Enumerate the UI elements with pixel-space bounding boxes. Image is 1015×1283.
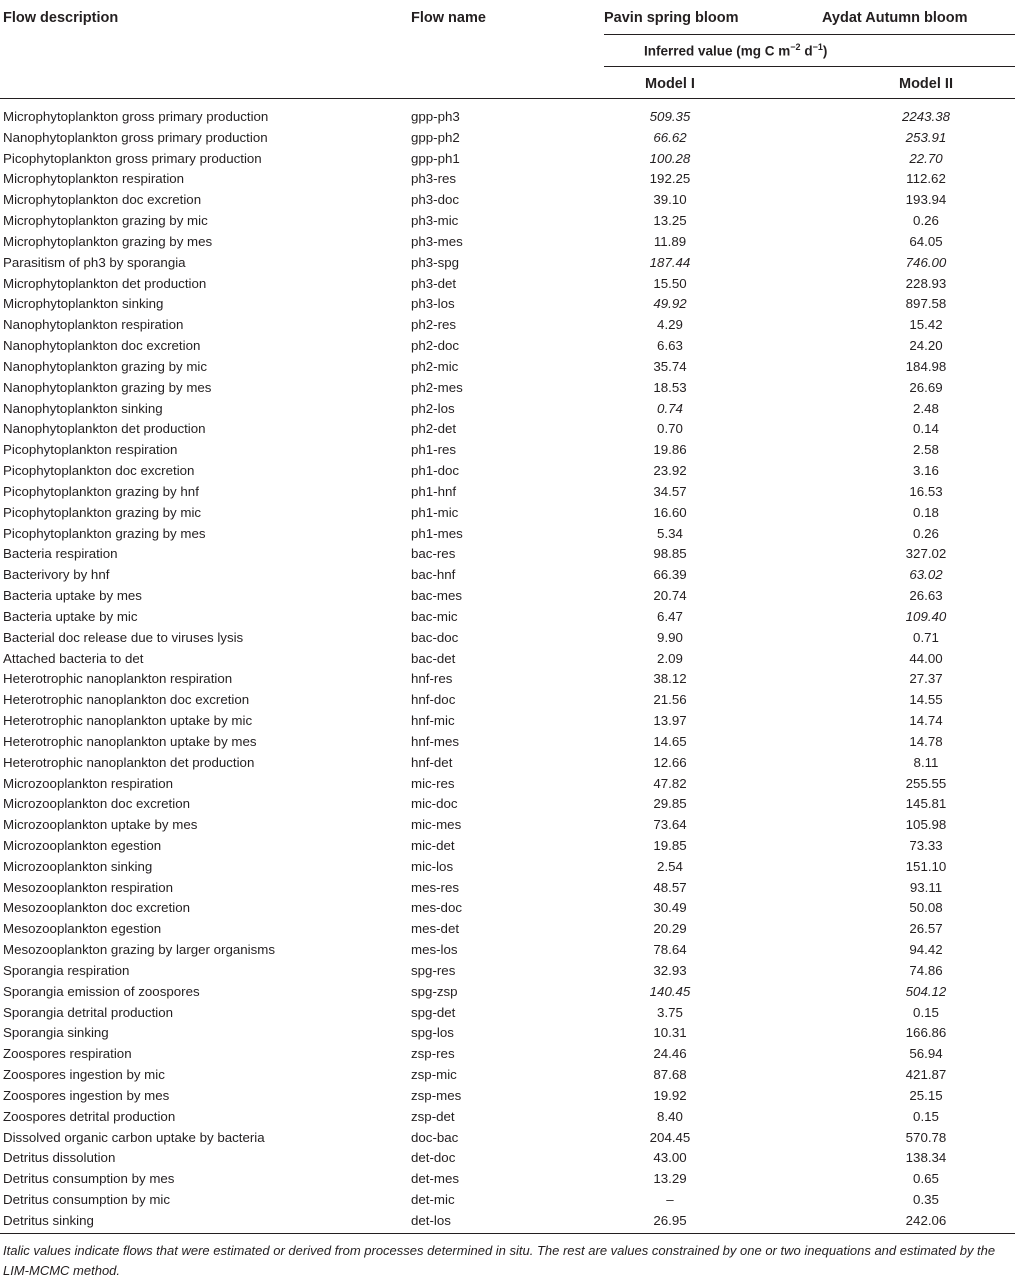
flow-description-cell: Bacteria uptake by mic xyxy=(3,608,138,624)
model-2-value-cell: 109.40 xyxy=(905,608,947,624)
flow-description-cell: Mesozooplankton grazing by larger organisms xyxy=(3,942,275,958)
header-flow-name: Flow name xyxy=(411,10,486,26)
flow-name-cell: ph3-mic xyxy=(411,213,459,229)
header-pavin-spring-bloom: Pavin spring bloom xyxy=(604,10,739,26)
flow-name-cell: mic-det xyxy=(411,837,455,853)
flow-name-cell: zsp-res xyxy=(411,1046,455,1062)
flow-description-cell: Bacterial doc release due to viruses lysis xyxy=(3,629,244,645)
model-2-value-cell: 570.78 xyxy=(905,1129,947,1145)
model-1-value-cell: 13.97 xyxy=(653,713,687,729)
flow-name-cell: spg-res xyxy=(411,962,456,978)
flow-name-cell: hnf-res xyxy=(411,671,453,687)
flow-name-cell: ph2-mes xyxy=(411,379,463,395)
table-row xyxy=(0,1169,1015,1190)
model-1-value-cell: 32.93 xyxy=(653,962,687,978)
model-2-value-cell: 0.71 xyxy=(913,629,939,645)
flow-name-cell: bac-doc xyxy=(411,629,459,645)
table-row xyxy=(0,211,1015,232)
model-1-value-cell: 14.65 xyxy=(653,733,687,749)
flow-description-cell: Parasitism of ph3 by sporangia xyxy=(3,254,186,270)
flow-name-cell: ph2-los xyxy=(411,400,455,416)
flow-description-cell: Nanophytoplankton grazing by mic xyxy=(3,358,208,374)
model-2-value-cell: 3.16 xyxy=(913,463,939,479)
table-row xyxy=(0,961,1015,982)
model-1-value-cell: 13.29 xyxy=(653,1171,687,1187)
flow-description-cell: Microzooplankton doc excretion xyxy=(3,796,190,812)
flow-description-cell: Nanophytoplankton det production xyxy=(3,421,206,437)
model-2-value-cell: 0.14 xyxy=(913,421,939,437)
header-inferred-value: Inferred value (mg C $m^{-2}$ $d^{-1}$) xyxy=(644,42,828,59)
table-row xyxy=(0,690,1015,711)
model-2-value-cell: 0.18 xyxy=(913,504,939,520)
flow-description-cell: Microphytoplankton respiration xyxy=(3,171,185,187)
model-2-value-cell: 184.98 xyxy=(905,358,947,374)
table-row xyxy=(0,378,1015,399)
model-1-value-cell: 38.12 xyxy=(653,671,687,687)
table-row xyxy=(0,794,1015,815)
table-row xyxy=(0,1065,1015,1086)
model-2-value-cell: 26.69 xyxy=(909,379,943,395)
model-2-value-cell: 327.02 xyxy=(905,546,947,562)
model-1-value-cell: 34.57 xyxy=(653,483,687,499)
flow-name-cell: mic-res xyxy=(411,775,455,791)
flow-name-cell: spg-zsp xyxy=(411,983,458,999)
flow-description-cell: Attached bacteria to det xyxy=(3,650,144,666)
flow-description-cell: Microzooplankton egestion xyxy=(3,837,162,853)
table-bottom-rule xyxy=(0,1233,1015,1234)
model-2-value-cell: 26.63 xyxy=(909,588,943,604)
flow-name-cell: ph1-mes xyxy=(411,525,463,541)
model-1-value-cell: 0.74 xyxy=(657,400,683,416)
flow-description-cell: Microphytoplankton grazing by mic xyxy=(3,213,208,229)
flow-name-cell: mic-mes xyxy=(411,817,462,833)
flow-description-cell: Detritus consumption by mic xyxy=(3,1192,171,1208)
table-row xyxy=(0,294,1015,315)
table-row xyxy=(0,857,1015,878)
flow-description-cell: Nanophytoplankton gross primary production xyxy=(3,129,268,145)
flow-name-cell: mes-res xyxy=(411,879,460,895)
flow-description-cell: Sporangia sinking xyxy=(3,1025,109,1041)
model-2-value-cell: 145.81 xyxy=(905,796,947,812)
flow-description-cell: Nanophytoplankton sinking xyxy=(3,400,163,416)
model-2-value-cell: 0.65 xyxy=(913,1171,939,1187)
model-2-value-cell: 0.15 xyxy=(913,1108,939,1124)
model-1-value-cell: 100.28 xyxy=(649,150,691,166)
flow-name-cell: zsp-mic xyxy=(411,1067,457,1083)
table-row xyxy=(0,128,1015,149)
table-row xyxy=(0,836,1015,857)
model-2-value-cell: 50.08 xyxy=(909,900,943,916)
flow-name-cell: ph2-det xyxy=(411,421,457,437)
table-row xyxy=(0,753,1015,774)
table-row xyxy=(0,232,1015,253)
model-2-value-cell: 63.02 xyxy=(909,567,943,583)
flow-name-cell: ph3-res xyxy=(411,171,457,187)
model-2-value-cell: 74.86 xyxy=(909,962,943,978)
table-row xyxy=(0,1148,1015,1169)
model-2-value-cell: 93.11 xyxy=(909,879,943,895)
flow-description-cell: Detritus consumption by mes xyxy=(3,1171,175,1187)
flow-description-cell: Sporangia emission of zoospores xyxy=(3,983,200,999)
flow-name-cell: det-los xyxy=(411,1212,451,1228)
flow-description-cell: Microzooplankton sinking xyxy=(3,858,153,874)
flow-name-cell: bac-res xyxy=(411,546,456,562)
header-flow-description: Flow description xyxy=(3,10,119,26)
flow-description-cell: Zoospores detrital production xyxy=(3,1108,176,1124)
flow-description-cell: Dissolved organic carbon uptake by bacteria xyxy=(3,1129,265,1145)
model-1-value-cell: – xyxy=(666,1192,674,1208)
table-row xyxy=(0,253,1015,274)
model-1-value-cell: 15.50 xyxy=(653,275,687,291)
flow-description-cell: Bacteria respiration xyxy=(3,546,118,562)
table-row xyxy=(0,357,1015,378)
model-1-value-cell: 4.29 xyxy=(657,317,683,333)
flow-name-cell: det-doc xyxy=(411,1150,456,1166)
model-1-value-cell: 19.86 xyxy=(653,442,687,458)
flow-name-cell: ph3-det xyxy=(411,275,457,291)
table-row xyxy=(0,586,1015,607)
model-1-value-cell: 66.39 xyxy=(653,567,687,583)
model-2-value-cell: 105.98 xyxy=(905,817,947,833)
model-1-value-cell: 0.70 xyxy=(657,421,683,437)
flow-description-cell: Zoospores ingestion by mic xyxy=(3,1067,165,1083)
flow-description-cell: Microphytoplankton det production xyxy=(3,275,207,291)
flow-description-cell: Zoospores ingestion by mes xyxy=(3,1087,170,1103)
table-row xyxy=(0,399,1015,420)
model-1-value-cell: 23.92 xyxy=(653,463,687,479)
model-2-value-cell: 25.15 xyxy=(909,1087,943,1103)
flow-description-cell: Picophytoplankton grazing by mic xyxy=(3,504,202,520)
flow-description-cell: Microphytoplankton gross primary production xyxy=(3,109,269,124)
model-1-value-cell: 35.74 xyxy=(653,358,687,374)
flow-description-cell: Picophytoplankton respiration xyxy=(3,442,178,458)
model-1-value-cell: 39.10 xyxy=(653,192,687,208)
table-row xyxy=(0,898,1015,919)
model-1-value-cell: 8.40 xyxy=(657,1108,683,1124)
model-1-value-cell: 6.47 xyxy=(657,608,683,624)
table-row xyxy=(0,565,1015,586)
model-2-value-cell: 27.37 xyxy=(909,671,943,687)
flow-name-cell: ph3-los xyxy=(411,296,455,312)
model-2-value-cell: 421.87 xyxy=(905,1067,947,1083)
table-row xyxy=(0,1023,1015,1044)
model-2-value-cell: 0.35 xyxy=(913,1192,939,1208)
flow-name-cell: spg-los xyxy=(411,1025,454,1041)
flow-name-cell: bac-mes xyxy=(411,588,462,604)
flow-name-cell: mes-los xyxy=(411,942,458,958)
header-divider xyxy=(604,34,1015,35)
header-bottom-rule xyxy=(0,98,1015,99)
table-row xyxy=(0,919,1015,940)
flow-name-cell: bac-mic xyxy=(411,608,458,624)
model-1-value-cell: 19.92 xyxy=(653,1087,687,1103)
table-row xyxy=(0,461,1015,482)
flow-name-cell: mes-det xyxy=(411,921,460,937)
flow-name-cell: ph3-spg xyxy=(411,254,460,270)
table-row xyxy=(0,628,1015,649)
model-1-value-cell: 13.25 xyxy=(653,213,687,229)
model-2-value-cell: 746.00 xyxy=(905,254,947,270)
model-1-value-cell: 87.68 xyxy=(653,1067,687,1083)
table-row xyxy=(0,774,1015,795)
flow-name-cell: ph1-mic xyxy=(411,504,459,520)
table-row xyxy=(0,524,1015,545)
table-row xyxy=(0,503,1015,524)
flow-name-cell: hnf-mes xyxy=(411,733,460,749)
flow-name-cell: gpp-ph2 xyxy=(411,129,460,145)
table-body xyxy=(0,107,1015,1232)
flow-name-cell: hnf-doc xyxy=(411,692,456,708)
model-2-value-cell: 138.34 xyxy=(905,1150,947,1166)
flow-description-cell: Mesozooplankton egestion xyxy=(3,921,162,937)
table-row xyxy=(0,732,1015,753)
model-1-value-cell: 26.95 xyxy=(653,1212,687,1228)
model-2-value-cell: 0.15 xyxy=(913,1004,939,1020)
model-1-value-cell: 2.09 xyxy=(657,650,683,666)
model-2-value-cell: 2.58 xyxy=(913,442,939,458)
model-2-value-cell: 228.93 xyxy=(905,275,947,291)
table-footnote: Italic values indicate flows that were estimated or derived from processes determined in situ. The rest are values constrained by one or two inequations and estimated by the LIM-MCMC method. xyxy=(3,1243,996,1278)
model-1-value-cell: 140.45 xyxy=(649,983,691,999)
flow-name-cell: doc-bac xyxy=(411,1129,459,1145)
model-1-value-cell: 24.46 xyxy=(653,1046,687,1062)
model-1-value-cell: 66.62 xyxy=(653,129,687,145)
flow-name-cell: ph3-mes xyxy=(411,233,463,249)
model-2-value-cell: 64.05 xyxy=(909,233,943,249)
flow-name-cell: det-mic xyxy=(411,1192,455,1208)
model-2-value-cell: 44.00 xyxy=(909,650,943,666)
flow-description-cell: Bacteria uptake by mes xyxy=(3,588,142,604)
table-row xyxy=(0,482,1015,503)
model-2-value-cell: 15.42 xyxy=(909,317,943,333)
model-1-value-cell: 3.75 xyxy=(657,1004,683,1020)
flow-description-cell: Nanophytoplankton doc excretion xyxy=(3,338,201,354)
model-1-value-cell: 11.89 xyxy=(653,233,687,249)
table-row xyxy=(0,149,1015,170)
flow-description-cell: Heterotrophic nanoplankton uptake by mic xyxy=(3,713,253,729)
flow-description-cell: Microphytoplankton sinking xyxy=(3,296,164,312)
flow-description-cell: Microzooplankton uptake by mes xyxy=(3,817,198,833)
model-2-value-cell: 2243.38 xyxy=(901,109,951,124)
table-row xyxy=(0,169,1015,190)
flow-description-cell: Heterotrophic nanoplankton det production xyxy=(3,754,255,770)
model-1-value-cell: 204.45 xyxy=(649,1129,691,1145)
model-1-value-cell: 73.64 xyxy=(653,817,687,833)
model-2-value-cell: 897.58 xyxy=(905,296,947,312)
flow-name-cell: gpp-ph1 xyxy=(411,150,460,166)
table-row xyxy=(0,878,1015,899)
model-2-value-cell: 22.70 xyxy=(909,150,943,166)
flow-description-cell: Picophytoplankton doc excretion xyxy=(3,463,195,479)
model-2-value-cell: 112.62 xyxy=(906,171,946,187)
table-row xyxy=(0,1003,1015,1024)
flow-description-cell: Heterotrophic nanoplankton uptake by mes xyxy=(3,733,257,749)
model-1-value-cell: 19.85 xyxy=(653,837,687,853)
flow-name-cell: ph1-res xyxy=(411,442,457,458)
table-row xyxy=(0,107,1015,128)
table-row xyxy=(0,1044,1015,1065)
model-2-value-cell: 26.57 xyxy=(909,921,943,937)
model-1-value-cell: 49.92 xyxy=(653,296,687,312)
model-1-value-cell: 6.63 xyxy=(657,338,683,354)
flow-description-cell: Microzooplankton respiration xyxy=(3,775,173,791)
header-model-2: Model II xyxy=(899,76,953,92)
flow-description-cell: Nanophytoplankton respiration xyxy=(3,317,184,333)
table-row xyxy=(0,815,1015,836)
table-row xyxy=(0,940,1015,961)
model-2-value-cell: 151.10 xyxy=(905,858,947,874)
model-2-value-cell: 94.42 xyxy=(909,942,943,958)
table-row xyxy=(0,190,1015,211)
flow-description-cell: Sporangia detrital production xyxy=(3,1004,174,1020)
flow-description-cell: Microphytoplankton doc excretion xyxy=(3,192,202,208)
flow-name-cell: bac-det xyxy=(411,650,456,666)
model-2-value-cell: 16.53 xyxy=(909,483,943,499)
table-row xyxy=(0,982,1015,1003)
flow-description-cell: Detritus sinking xyxy=(3,1212,94,1228)
model-2-value-cell: 255.55 xyxy=(905,775,947,791)
flow-name-cell: ph1-hnf xyxy=(411,483,457,499)
flow-name-cell: spg-det xyxy=(411,1004,456,1020)
table-row xyxy=(0,607,1015,628)
model-1-value-cell: 10.31 xyxy=(653,1025,687,1041)
table-row xyxy=(0,1190,1015,1211)
model-2-value-cell: 73.33 xyxy=(909,837,943,853)
flow-description-cell: Picophytoplankton gross primary production xyxy=(3,150,262,166)
flow-name-cell: ph3-doc xyxy=(411,192,460,208)
flow-description-cell: Microphytoplankton grazing by mes xyxy=(3,233,213,249)
model-1-value-cell: 47.82 xyxy=(653,775,687,791)
flow-name-cell: gpp-ph3 xyxy=(411,109,460,124)
flow-name-cell: det-mes xyxy=(411,1171,460,1187)
flow-description-cell: Sporangia respiration xyxy=(3,962,130,978)
model-2-value-cell: 166.86 xyxy=(905,1025,947,1041)
model-1-value-cell: 9.90 xyxy=(657,629,683,645)
table-row xyxy=(0,711,1015,732)
flow-description-cell: Mesozooplankton respiration xyxy=(3,879,174,895)
model-1-value-cell: 192.25 xyxy=(649,171,691,187)
model-1-value-cell: 29.85 xyxy=(653,796,687,812)
flow-description-cell: Heterotrophic nanoplankton respiration xyxy=(3,671,233,687)
flow-name-cell: hnf-det xyxy=(411,754,453,770)
model-2-value-cell: 242.06 xyxy=(905,1212,947,1228)
model-2-value-cell: 14.55 xyxy=(909,692,943,708)
model-1-value-cell: 187.44 xyxy=(649,254,691,270)
flow-name-cell: ph2-doc xyxy=(411,338,460,354)
model-2-value-cell: 504.12 xyxy=(905,983,947,999)
model-1-value-cell: 5.34 xyxy=(657,525,683,541)
model-2-value-cell: 14.74 xyxy=(909,713,943,729)
model-1-value-cell: 98.85 xyxy=(653,546,687,562)
flow-name-cell: hnf-mic xyxy=(411,713,455,729)
table-row xyxy=(0,1128,1015,1149)
model-1-value-cell: 509.35 xyxy=(649,109,691,124)
header-model-1: Model I xyxy=(645,76,695,92)
model-1-value-cell: 30.49 xyxy=(653,900,687,916)
table-row xyxy=(0,544,1015,565)
model-2-value-cell: 24.20 xyxy=(909,338,943,354)
model-1-value-cell: 20.74 xyxy=(653,588,687,604)
table-row xyxy=(0,1086,1015,1107)
flow-description-cell: Mesozooplankton doc excretion xyxy=(3,900,191,916)
table-row xyxy=(0,440,1015,461)
model-2-value-cell: 253.91 xyxy=(905,129,947,145)
flow-description-cell: Bacterivory by hnf xyxy=(3,567,110,583)
model-2-value-cell: 193.94 xyxy=(905,192,947,208)
flow-name-cell: bac-hnf xyxy=(411,567,456,583)
flow-description-cell: Zoospores respiration xyxy=(3,1046,132,1062)
header-aydat-autumn-bloom: Aydat Autumn bloom xyxy=(822,10,968,26)
flow-name-cell: zsp-det xyxy=(411,1108,455,1124)
flow-name-cell: ph2-res xyxy=(411,317,457,333)
model-1-value-cell: 21.56 xyxy=(653,692,687,708)
flow-name-cell: ph2-mic xyxy=(411,358,459,374)
header-divider xyxy=(604,66,1015,67)
flow-description-cell: Nanophytoplankton grazing by mes xyxy=(3,379,212,395)
flow-description-cell: Detritus dissolution xyxy=(3,1150,116,1166)
model-1-value-cell: 2.54 xyxy=(657,858,683,874)
model-2-value-cell: 0.26 xyxy=(913,525,939,541)
flow-name-cell: ph1-doc xyxy=(411,463,460,479)
model-2-value-cell: 14.78 xyxy=(909,733,943,749)
flow-name-cell: mic-los xyxy=(411,858,454,874)
table-row xyxy=(0,419,1015,440)
model-2-value-cell: 0.26 xyxy=(913,213,939,229)
table-row xyxy=(0,315,1015,336)
model-1-value-cell: 20.29 xyxy=(653,921,687,937)
table-row xyxy=(0,336,1015,357)
model-2-value-cell: 2.48 xyxy=(913,400,939,416)
table-row xyxy=(0,669,1015,690)
flow-description-cell: Picophytoplankton grazing by mes xyxy=(3,525,206,541)
table-row xyxy=(0,649,1015,670)
flow-name-cell: zsp-mes xyxy=(411,1087,462,1103)
model-1-value-cell: 18.53 xyxy=(653,379,687,395)
model-1-value-cell: 43.00 xyxy=(653,1150,687,1166)
table-row xyxy=(0,274,1015,295)
model-1-value-cell: 12.66 xyxy=(653,754,687,770)
model-1-value-cell: 16.60 xyxy=(653,504,687,520)
model-2-value-cell: 8.11 xyxy=(913,754,939,770)
model-1-value-cell: 48.57 xyxy=(653,879,687,895)
flow-description-cell: Heterotrophic nanoplankton doc excretion xyxy=(3,692,250,708)
table-row xyxy=(0,1107,1015,1128)
model-1-value-cell: 78.64 xyxy=(653,942,687,958)
flow-name-cell: mes-doc xyxy=(411,900,462,916)
model-2-value-cell: 56.94 xyxy=(909,1046,943,1062)
flow-description-cell: Picophytoplankton grazing by hnf xyxy=(3,483,199,499)
table-row xyxy=(0,1211,1015,1232)
flow-name-cell: mic-doc xyxy=(411,796,458,812)
